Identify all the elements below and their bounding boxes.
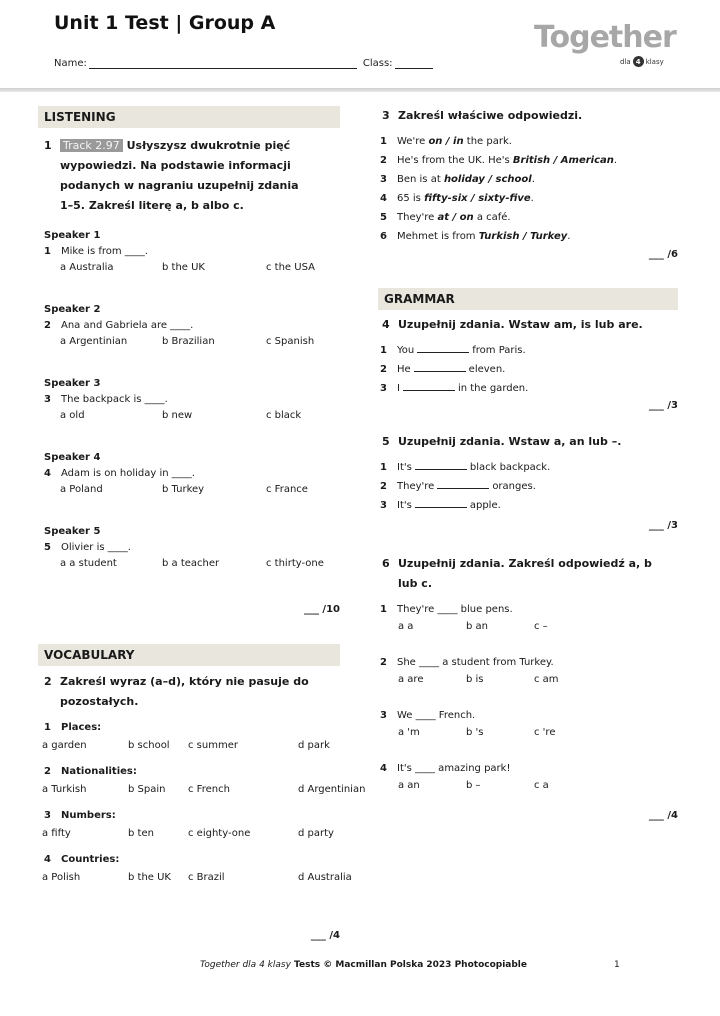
question-text: It's ____ amazing park!: [397, 763, 511, 774]
question-line: [380, 763, 678, 774]
item-sentence: [397, 208, 511, 227]
question-number: 1: [380, 604, 387, 615]
speaker-label: Speaker 4: [44, 452, 101, 463]
class-field[interactable]: [395, 59, 433, 69]
vocab-options: [38, 872, 352, 886]
item-number: 6: [380, 231, 387, 242]
item-number: 1: [380, 462, 387, 473]
task-6-item: [378, 604, 678, 635]
task-4-instr: Uzupełnij zdania. Wstaw am, is lub are.: [398, 318, 643, 331]
task-6-instr-line-1: Uzupełnij zdania. Zakreśl odpowiedź a, b: [398, 557, 652, 570]
task-3-instr: Zakreśl właściwe odpowiedzi.: [398, 109, 583, 122]
answer-option-c[interactable]: c black: [266, 410, 302, 421]
item-number: 1: [380, 345, 387, 356]
answer-option-b[interactable]: b Turkey: [162, 484, 205, 495]
item-number: 5: [380, 212, 387, 223]
item-text-post: the park.: [463, 136, 512, 147]
task-3-instruction: [382, 106, 678, 126]
task-1-instr-line-2: wypowiedzi. Na podstawie informacji: [60, 159, 291, 172]
question-text: They're ____ blue pens.: [397, 604, 513, 615]
speaker-block: [38, 452, 340, 498]
vocab-group: [38, 810, 340, 842]
item-text-post: .: [613, 155, 618, 166]
vocab-group: [38, 722, 340, 754]
answer-gap[interactable]: [437, 480, 489, 489]
vocab-options: [38, 784, 366, 798]
item-sentence: [397, 170, 535, 189]
answer-option-a[interactable]: a are: [398, 674, 424, 685]
vocab-option-d[interactable]: d party: [298, 828, 334, 839]
item-text-post: from Paris.: [472, 345, 526, 356]
vocab-option-b[interactable]: b Spain: [128, 784, 166, 795]
item-sentence: [397, 379, 528, 398]
item-text-post: apple.: [469, 500, 501, 511]
item-text-pre: I: [397, 383, 400, 394]
answer-options: [38, 336, 340, 350]
task-5-instr: Uzupełnij zdania. Wstaw a, an lub –.: [398, 435, 622, 448]
task-1-instr-line-3: podanych w nagraniu uzupełnij zdania: [60, 179, 299, 192]
footer-rest: Tests © Macmillan Polska 2023 Photocopiable: [290, 960, 527, 970]
answer-option-b[interactable]: b –: [466, 780, 481, 791]
item-number: 3: [380, 174, 387, 185]
item-text-pre: He: [397, 364, 411, 375]
answer-options: [38, 484, 340, 498]
item-number: 4: [380, 193, 387, 204]
answer-options: [378, 621, 678, 635]
speaker-question: [44, 468, 340, 479]
vocab-option-a[interactable]: a fifty: [42, 828, 71, 839]
item-text-pre: They're: [397, 212, 438, 223]
answer-option-c[interactable]: c 're: [534, 727, 556, 738]
task-5-score: ___ /3: [648, 520, 678, 531]
speaker-question: [44, 542, 340, 553]
task-3-item: [380, 132, 678, 151]
task-5-instruction: [382, 432, 678, 452]
answer-options: [38, 262, 340, 276]
vocab-group-number: 2: [44, 766, 51, 777]
question-text: Mike is from ____.: [61, 246, 148, 257]
task-5-block: [378, 432, 678, 515]
vocab-group: [38, 766, 366, 798]
grammar-section-header: GRAMMAR: [378, 288, 678, 310]
vocab-group-heading: [44, 766, 340, 777]
answer-option-a[interactable]: a a: [398, 621, 414, 632]
task-1-instruction: [44, 136, 340, 216]
vocab-options: [38, 740, 340, 754]
logo-word: Together: [534, 20, 676, 55]
question-number: 4: [380, 763, 387, 774]
item-sentence: [397, 151, 617, 170]
vocab-option-a[interactable]: a Polish: [42, 872, 81, 883]
item-text-post: a café.: [473, 212, 511, 223]
task-3-item: [380, 227, 678, 246]
question-number: 5: [44, 542, 51, 553]
answer-gap[interactable]: [414, 363, 466, 372]
speaker-question: [44, 320, 340, 331]
vocab-option-d[interactable]: d park: [298, 740, 330, 751]
answer-options: [378, 780, 678, 794]
task-3-item: [380, 151, 678, 170]
vocab-group-heading: [44, 810, 340, 821]
item-text-post: oranges.: [492, 481, 536, 492]
item-text-pre: 65 is: [397, 193, 425, 204]
gap-fill-item: [380, 496, 678, 515]
answer-options: [38, 558, 340, 572]
answer-option-c[interactable]: c France: [266, 484, 308, 495]
answer-option-b[interactable]: b 's: [466, 727, 484, 738]
answer-options: [378, 727, 678, 741]
answer-option-b[interactable]: b the UK: [162, 262, 205, 273]
question-text: The backpack is ____.: [61, 394, 168, 405]
vocab-group-label: Nationalities:: [61, 766, 137, 777]
vocab-option-c[interactable]: c French: [188, 784, 230, 795]
together-logo: [534, 20, 684, 70]
speaker-list: [38, 230, 340, 572]
question-text: We ____ French.: [397, 710, 476, 721]
task-5-number: 5: [382, 435, 390, 448]
task-1-instr-line-1: Usłyszysz dwukrotnie pięć: [126, 139, 291, 152]
name-class-row: [54, 58, 433, 69]
vocab-group-label: Numbers:: [61, 810, 116, 821]
vocab-option-c[interactable]: c eighty-one: [188, 828, 251, 839]
task-3-item: [380, 170, 678, 189]
answer-option-a[interactable]: a an: [398, 780, 420, 791]
answer-gap[interactable]: [415, 461, 467, 470]
answer-option-a[interactable]: a old: [60, 410, 85, 421]
item-text-post: .: [530, 193, 534, 204]
vocab-options: [38, 828, 340, 842]
answer-option-c[interactable]: c am: [534, 674, 559, 685]
vocabulary-section-header: VOCABULARY: [38, 644, 340, 666]
speaker-block: [38, 526, 340, 572]
item-text-pre: We're: [397, 136, 429, 147]
task-4-instruction: [382, 315, 678, 335]
footer-copyright: [200, 960, 527, 970]
name-field[interactable]: [89, 59, 357, 69]
item-text-post: black backpack.: [469, 462, 551, 473]
vocabulary-score: ___ /4: [310, 930, 340, 941]
question-number: 2: [44, 320, 51, 331]
answer-option-b[interactable]: b a teacher: [162, 558, 220, 569]
item-number: 3: [380, 500, 387, 511]
name-label: Name:: [54, 58, 87, 69]
speaker-label: Speaker 1: [44, 230, 101, 241]
item-number: 2: [380, 155, 387, 166]
task-2-number: 2: [44, 675, 52, 688]
footer-brand: Together dla 4 klasy: [200, 960, 291, 970]
item-text-pre: You: [397, 345, 415, 356]
item-text-pre: It's: [397, 462, 412, 473]
right-column: [378, 106, 678, 246]
answer-gap[interactable]: [415, 499, 467, 508]
vocab-group-number: 1: [44, 722, 51, 733]
task-1-instr-line-4: 1–5. Zakreśl literę a, b albo c.: [60, 199, 244, 212]
task-4-items: [378, 341, 678, 398]
task-1-number: 1: [44, 139, 52, 152]
item-sentence: [397, 189, 534, 208]
speaker-block: [38, 304, 340, 350]
left-column: [38, 106, 340, 600]
vocab-option-b[interactable]: b the UK: [128, 872, 171, 883]
item-text-pre: It's: [397, 500, 412, 511]
answer-option-c[interactable]: c thirty-one: [266, 558, 324, 569]
task-6-instruction: [382, 554, 678, 574]
item-text-pre: Ben is at: [397, 174, 444, 185]
answer-option-b[interactable]: b an: [466, 621, 488, 632]
item-choice[interactable]: British / American: [512, 155, 614, 166]
vocab-group-heading: [44, 722, 340, 733]
answer-option-c[interactable]: c –: [534, 621, 548, 632]
answer-option-c[interactable]: c the USA: [266, 262, 315, 273]
item-choice[interactable]: at / on: [437, 212, 474, 223]
vocab-group: [38, 854, 352, 886]
item-choice[interactable]: on / in: [428, 136, 464, 147]
gap-fill-item: [380, 477, 678, 496]
speaker-label: Speaker 2: [44, 304, 101, 315]
item-sentence: [397, 458, 550, 477]
listening-section-header: LISTENING: [38, 106, 340, 128]
speaker-question: [44, 246, 340, 257]
question-text: Olivier is ____.: [61, 542, 131, 553]
answer-gap[interactable]: [417, 344, 469, 353]
task-2-instr-line-1: Zakreśl wyraz (a–d), który nie pasuje do: [60, 675, 309, 688]
gap-fill-item: [380, 360, 678, 379]
listening-score: ___ /10: [303, 604, 340, 615]
speaker-label: Speaker 3: [44, 378, 101, 389]
gap-fill-item: [380, 341, 678, 360]
vocab-group-number: 3: [44, 810, 51, 821]
item-number: 2: [380, 364, 387, 375]
task-6-item: [378, 763, 678, 794]
answer-options: [38, 410, 340, 424]
item-choice[interactable]: holiday / school: [443, 174, 532, 185]
page-number: 1: [614, 960, 620, 970]
question-number: 1: [44, 246, 51, 257]
vocabulary-block: [38, 644, 366, 898]
answer-option-a[interactable]: a Argentinian: [60, 336, 128, 347]
task-6-instr-line-2: lub c.: [398, 577, 433, 590]
vocab-group-number: 4: [44, 854, 51, 865]
item-text-post: in the garden.: [457, 383, 529, 394]
question-line: [380, 710, 678, 721]
grammar-block: [378, 288, 678, 398]
answer-option-a[interactable]: a a student: [60, 558, 117, 569]
task-3-item: [380, 189, 678, 208]
question-number: 3: [380, 710, 387, 721]
task-3-number: 3: [382, 109, 390, 122]
item-sentence: [397, 341, 526, 360]
task-6-score: ___ /4: [648, 810, 678, 821]
item-choice[interactable]: Turkish / Turkey: [478, 231, 568, 242]
answer-option-b[interactable]: b is: [466, 674, 484, 685]
item-number: 1: [380, 136, 387, 147]
item-sentence: [397, 132, 512, 151]
header-divider: [0, 88, 720, 92]
speaker-block: [38, 378, 340, 424]
class-label: Class:: [362, 58, 393, 69]
item-choice[interactable]: fifty-six / sixty-five: [424, 193, 531, 204]
item-sentence: [397, 477, 536, 496]
vocab-option-c[interactable]: c summer: [188, 740, 238, 751]
task-2-instruction: [44, 672, 340, 712]
answer-option-c[interactable]: c a: [534, 780, 549, 791]
task-4-score: ___ /3: [648, 400, 678, 411]
speaker-block: [38, 230, 340, 276]
task-6-block: [378, 554, 678, 816]
logo-sub-pre: dla: [620, 57, 631, 66]
answer-option-b[interactable]: b new: [162, 410, 193, 421]
vocab-group-heading: [44, 854, 340, 865]
vocab-option-c[interactable]: c Brazil: [188, 872, 225, 883]
logo-sub-post: klasy: [645, 57, 664, 66]
item-text-pre: He's from the UK. He's: [397, 155, 513, 166]
question-line: [380, 657, 678, 668]
task-3-items: [378, 132, 678, 246]
task-3-item: [380, 208, 678, 227]
question-number: 3: [44, 394, 51, 405]
track-badge[interactable]: Track 2.97: [60, 139, 123, 152]
vocab-groups: [38, 722, 366, 886]
vocab-option-d[interactable]: d Argentinian: [298, 784, 366, 795]
answer-option-a[interactable]: a Australia: [60, 262, 114, 273]
item-text-pre: They're: [397, 481, 435, 492]
gap-fill-item: [380, 458, 678, 477]
answer-option-a[interactable]: a 'm: [398, 727, 420, 738]
vocab-group-label: Places:: [61, 722, 102, 733]
task-6-item: [378, 710, 678, 741]
question-text: Adam is on holiday in ____.: [61, 468, 195, 479]
answer-option-b[interactable]: b Brazilian: [162, 336, 215, 347]
item-sentence: [397, 496, 501, 515]
answer-gap[interactable]: [403, 382, 455, 391]
vocab-option-b[interactable]: b school: [128, 740, 170, 751]
logo-subtitle: [620, 56, 664, 67]
item-text-post: .: [531, 174, 535, 185]
question-text: Ana and Gabriela are ____.: [61, 320, 194, 331]
question-number: 4: [44, 468, 51, 479]
task-6-items: [378, 604, 678, 794]
page-title: Unit 1 Test | Group A: [54, 12, 276, 34]
task-2-instr-line-2: pozostałych.: [60, 695, 139, 708]
question-text: She ____ a student from Turkey.: [397, 657, 554, 668]
task-6-item: [378, 657, 678, 688]
item-text-pre: Mehmet is from: [397, 231, 479, 242]
item-number: 3: [380, 383, 387, 394]
vocab-option-a[interactable]: a Turkish: [42, 784, 87, 795]
item-sentence: [397, 227, 570, 246]
speaker-label: Speaker 5: [44, 526, 101, 537]
item-text-post: .: [567, 231, 571, 242]
gap-fill-item: [380, 379, 678, 398]
question-line: [380, 604, 678, 615]
vocab-option-d[interactable]: d Australia: [298, 872, 352, 883]
item-sentence: [397, 360, 505, 379]
item-number: 2: [380, 481, 387, 492]
vocab-option-b[interactable]: b ten: [128, 828, 154, 839]
speaker-question: [44, 394, 340, 405]
logo-number-badge: 4: [633, 56, 644, 67]
task-5-items: [378, 458, 678, 515]
answer-option-c[interactable]: c Spanish: [266, 336, 315, 347]
task-6-number: 6: [382, 557, 390, 570]
task-3-score: ___ /6: [648, 249, 678, 260]
answer-option-a[interactable]: a Poland: [60, 484, 103, 495]
item-text-post: eleven.: [468, 364, 506, 375]
answer-options: [378, 674, 678, 688]
task-4-number: 4: [382, 318, 390, 331]
question-number: 2: [380, 657, 387, 668]
vocab-group-label: Countries:: [61, 854, 120, 865]
vocab-option-a[interactable]: a garden: [42, 740, 87, 751]
